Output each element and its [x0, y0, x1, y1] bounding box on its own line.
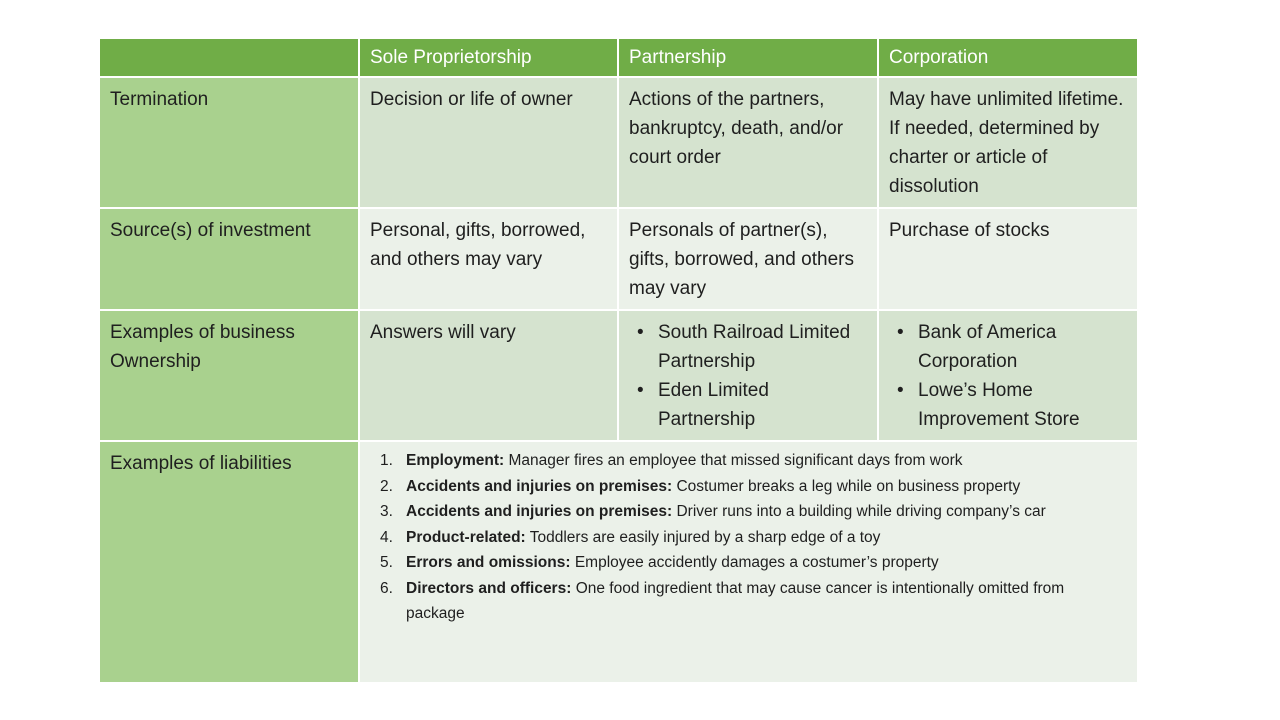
table-cell: Personals of partner(s), gifts, borrowed, and others may vary: [618, 208, 878, 310]
bullet-list: [619, 311, 877, 440]
bullet-list: [879, 311, 1137, 440]
business-ownership-table: [100, 39, 1137, 682]
table-cell-merged: [359, 441, 1137, 682]
list-item: 2. Accidents and injuries on premises: Costumer breaks a leg while on business property: [380, 477, 1021, 495]
list-item: 1. Employment: Manager fires an employee that missed significant days from work: [380, 452, 963, 469]
table-cell: Actions of the partners, bankruptcy, death, and/or court order: [618, 77, 878, 208]
table-cell: May have unlimited lifetime. If needed, determined by charter or article of dissolution: [878, 77, 1137, 208]
list-item: 3. Accidents and injuries on premises: Driver runs into a building while driving company’s car: [380, 503, 1046, 520]
row-header-cell: [100, 310, 359, 441]
table-cell: [618, 310, 878, 441]
header-cell-corporation: [878, 39, 1137, 77]
table-header-row: [100, 39, 1137, 77]
row-label: Source(s) of investment: [110, 220, 311, 241]
table-cell: Personal, gifts, borrowed, and others may vary: [359, 208, 618, 310]
liabilities-list: [360, 442, 1137, 633]
list-item: 4. Product-related: Toddlers are easily injured by a sharp edge of a toy: [380, 528, 881, 546]
header-cell-partnership: [618, 39, 878, 77]
row-header-cell: [100, 441, 359, 682]
bullet-icon: •: [637, 380, 644, 401]
list-item: • Bank of America Corporation: [889, 318, 1127, 376]
list-item: • Eden Limited Partnership: [629, 376, 867, 434]
table-row-investment: [100, 208, 1137, 310]
row-header-cell: [100, 77, 359, 208]
row-header-cell: [100, 208, 359, 310]
table-row-liabilities: [100, 441, 1137, 682]
table-cell: [878, 310, 1137, 441]
header-label: Corporation: [889, 47, 989, 68]
bullet-icon: •: [897, 380, 904, 401]
row-label: Termination: [110, 89, 209, 110]
row-label: Examples of business Ownership: [110, 322, 295, 372]
bullet-icon: •: [897, 322, 904, 343]
list-item: • South Railroad Limited Partnership: [629, 318, 867, 376]
table-row-examples: [100, 310, 1137, 441]
header-cell-empty: [100, 39, 359, 77]
list-item: 5. Errors and omissions: Employee accidently damages a costumer’s property: [380, 554, 939, 571]
table-row-termination: [100, 77, 1137, 208]
list-item: • Lowe’s Home Improvement Store: [889, 376, 1127, 434]
row-label: Examples of liabilities: [110, 453, 292, 474]
table-cell: Purchase of stocks: [878, 208, 1137, 310]
header-label: Partnership: [629, 47, 727, 68]
header-label: Sole Proprietorship: [370, 47, 532, 68]
table-cell: Decision or life of owner: [359, 77, 618, 208]
bullet-icon: •: [637, 322, 644, 343]
list-item: 6. Directors and officers: One food ingredient that may cause cancer is intentionally omitted from package: [380, 579, 1065, 622]
header-cell-sole-proprietorship: [359, 39, 618, 77]
table-cell: Answers will vary: [359, 310, 618, 441]
